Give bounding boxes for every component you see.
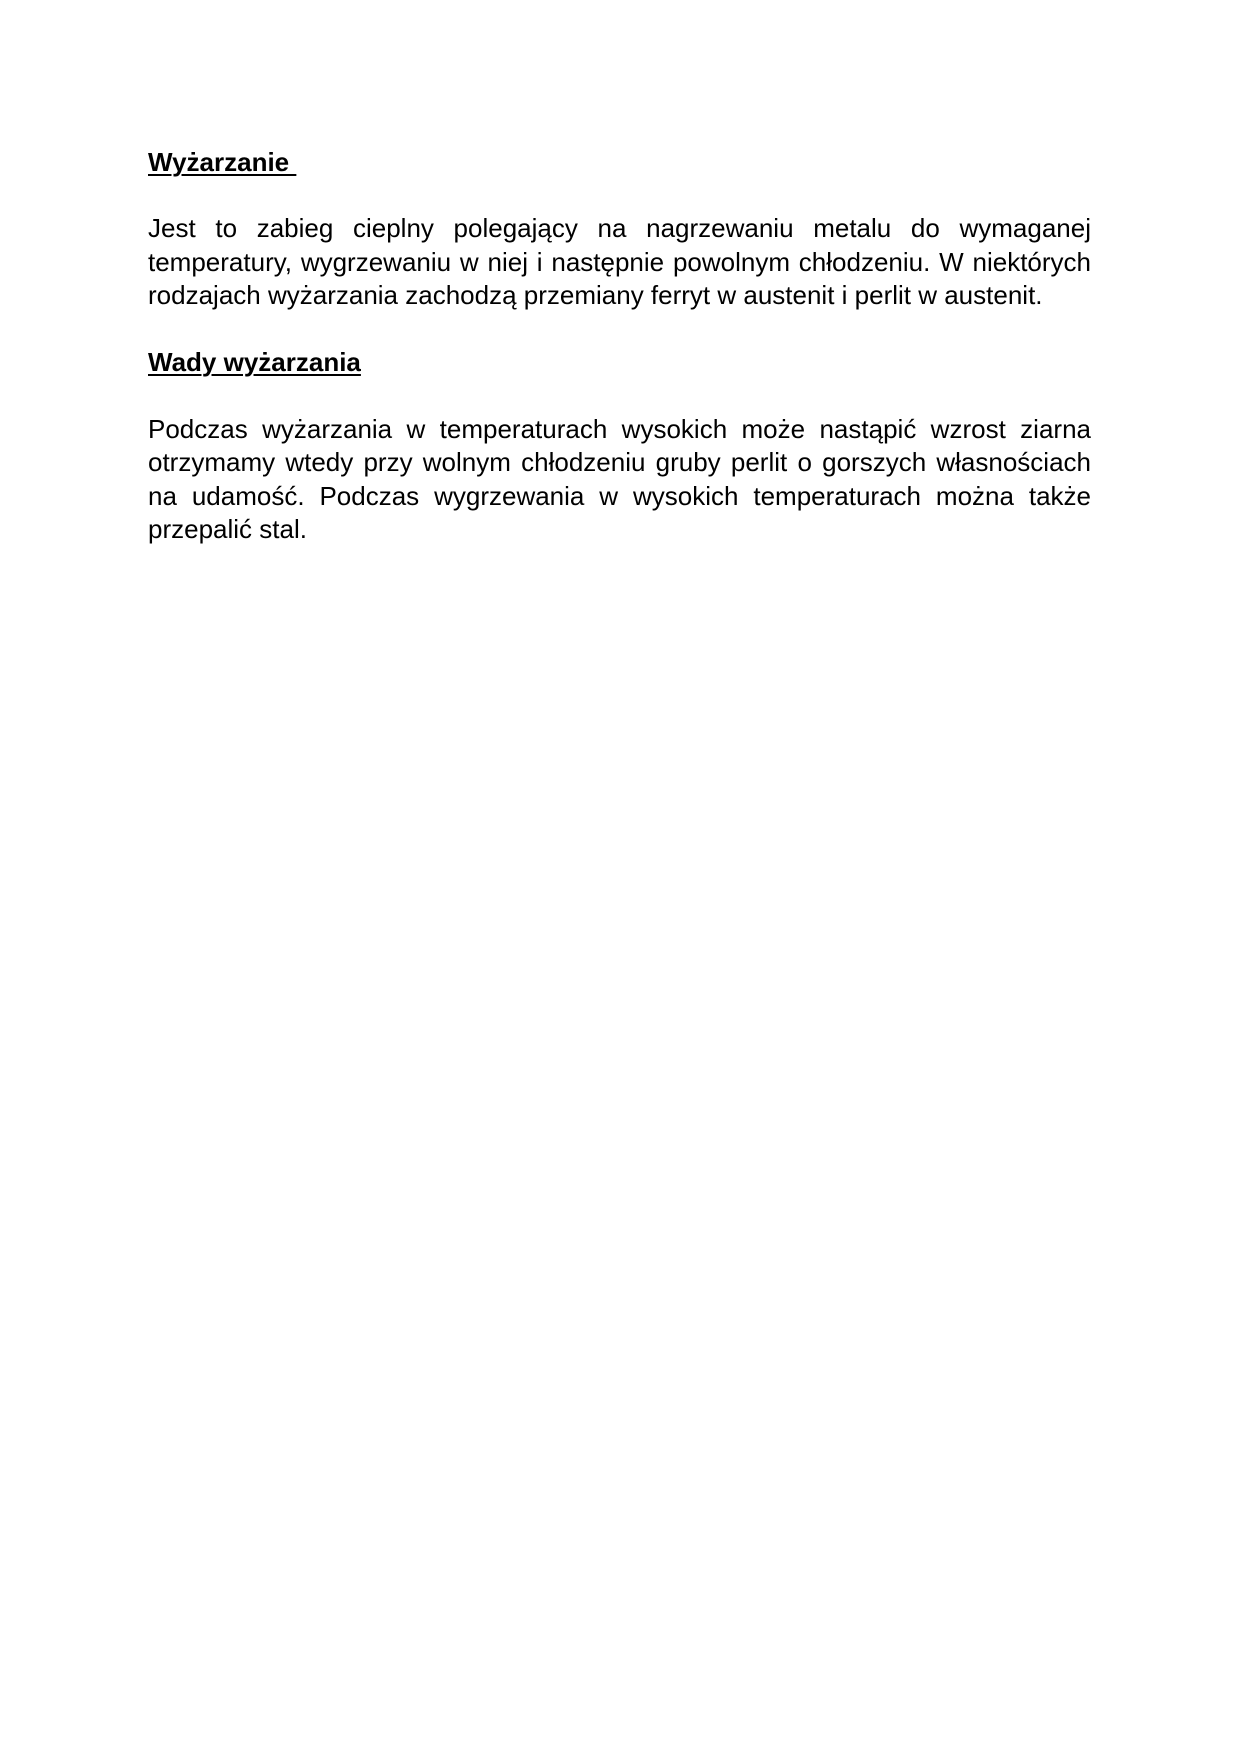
paragraph-annealing-defects: Podczas wyżarzania w temperaturach wysokich może nastąpić wzrost ziarna otrzymamy wtedy przy wolnym chłodzeniu gruby perlit o gorszych własnościach na udamość. Podczas wygrzewania w wysokich temperaturach można także przepalić stal. [148,413,1091,544]
paragraph-annealing-definition: Jest to zabieg cieplny polegający na nagrzewaniu metalu do wymaganej temperatury, wygrzewaniu w niej i następnie powolnym chłodzeniu. W niektórych rodzajach wyżarzania zachodzą przemiany ferryt w austenit i perlit w austenit. [148,213,1091,310]
document-body [148,146,1091,547]
section-heading-annealing: Wyżarzanie [148,147,297,177]
section-heading-annealing-defects: Wady wyżarzania [148,346,361,377]
